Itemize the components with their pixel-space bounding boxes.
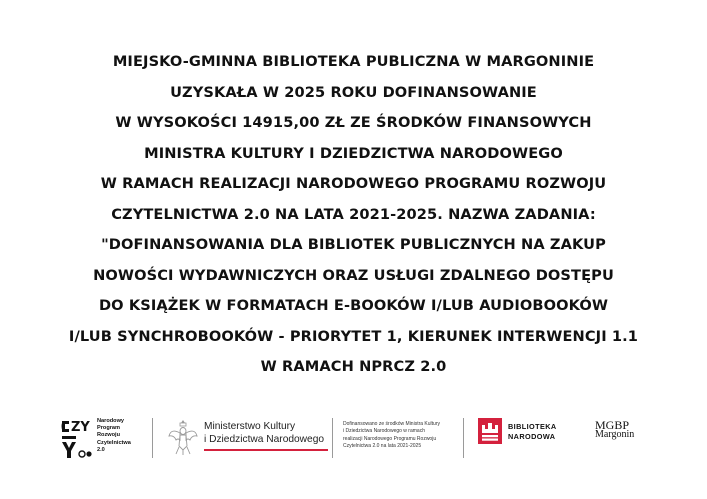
announcement-line: MINISTRA KULTURY I DZIEDZICTWA NARODOWEGO [144,144,563,162]
funding-line: i Dziedzictwa Narodowego w ramach [343,428,425,435]
funding-note [343,421,440,451]
announcement-line: W WYSOKOŚCI 14915,00 ZŁ ZE ŚRODKÓW FINANSOWYCH [115,114,592,131]
nprcz-mark-icon [60,418,92,462]
announcement-line: UZYSKAŁA W 2025 ROKU DOFINANSOWANIE [170,83,537,101]
announcement-line: DO KSIĄŻEK W FORMATACH E-BOOKÓW I/LUB AUDIOBOOKÓW [98,297,609,314]
funding-line: Czytelnictwa 2.0 na lata 2021-2025 [343,443,422,450]
divider [463,418,464,458]
eagle-icon [168,418,198,456]
announcement-line: W RAMACH REALIZACJI NARODOWEGO PROGRAMU ROZWOJU [100,175,607,192]
nprcz-line: Czytelnictwa [97,439,131,446]
mgbp-line: Margonin [595,429,635,440]
ministry-logo [168,416,338,460]
announcement-line: NOWOŚCI WYDAWNICZYCH ORAZ USŁUGI ZDALNEGO DOSTĘPU [93,266,614,284]
bn-line: NARODOWA [508,431,556,441]
biblioteka-narodowa-logo [478,418,573,458]
biblioteka-narodowa-text [508,422,557,441]
announcement-line: MIEJSKO-GMINNA BIBLIOTEKA PUBLICZNA W MARGONINIE [112,53,595,70]
ministry-underline [204,449,328,451]
nprcz-line: 2.0 [97,446,105,453]
mgbp-line: MGBP [595,418,630,432]
nprcz-line: Narodowy [97,418,125,424]
bn-line: BIBLIOTEKA [508,422,557,431]
nprcz-line: Program [97,425,121,432]
divider [152,418,153,458]
nprcz-text [97,418,131,454]
nprcz-logo [60,418,150,462]
nprcz-mark-text: ZY [71,420,90,435]
funding-line: Dofinansowano ze środków Ministra Kultury [343,421,440,427]
ministry-text [204,421,324,446]
announcement-text [20,47,687,383]
ministry-line: Ministerstwo Kultury [204,421,296,432]
announcement-line: I/LUB SYNCHROBOOKÓW - PRIORYTET 1, KIERUNEK INTERWENCJI 1.1 [68,327,639,345]
mgbp-logo [595,420,634,440]
ministry-line: i Dziedzictwa Narodowego [204,433,325,445]
nprcz-line: Rozwoju [97,432,120,439]
announcement-line: "DOFINANSOWANIA DLA BIBLIOTEK PUBLICZNYCH NA ZAKUP [101,236,606,253]
announcement-line: W RAMACH NPRCZ 2.0 [260,358,447,375]
funding-line: realizacji Narodowego Programu Rozwoju [343,435,437,442]
announcement-line: CZYTELNICTWA 2.0 NA LATA 2021-2025. NAZWA ZADANIA: [111,205,596,223]
logo-footer [60,412,660,462]
crown-icon [478,418,502,444]
divider [332,418,333,458]
